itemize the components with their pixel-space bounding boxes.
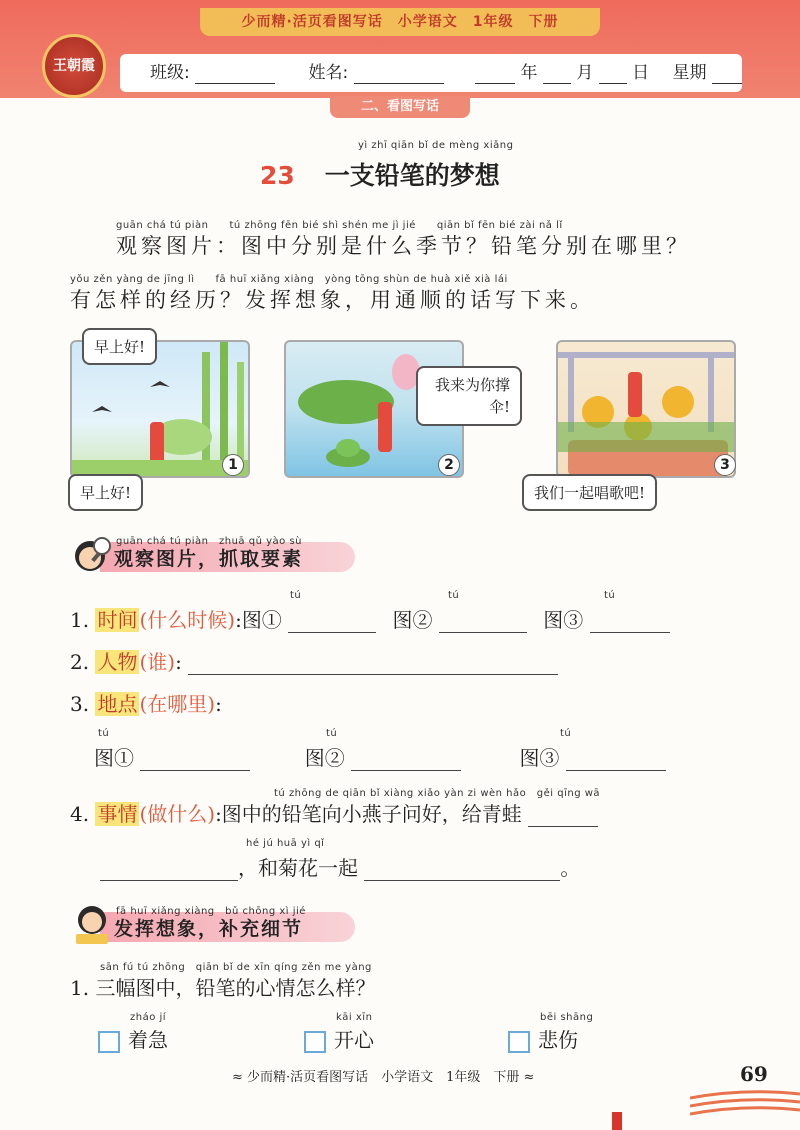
q3-pinyin-3: tú bbox=[560, 728, 572, 739]
q2-keyword: 人物 bbox=[97, 650, 138, 674]
picture-1-number: 1 bbox=[222, 454, 244, 476]
month-label: 月 bbox=[576, 63, 594, 83]
section-observe-pinyin: guān chá tú piàn zhuā qǔ yào sù bbox=[116, 536, 302, 547]
q1-pinyin-1: tú bbox=[290, 590, 302, 601]
q1-keyword: 时间 bbox=[97, 608, 138, 632]
q3-hint: (在哪里) bbox=[139, 692, 216, 716]
q1-pic3: 图③ bbox=[543, 608, 584, 632]
title-pinyin: yì zhī qiān bǐ de mèng xiǎng bbox=[358, 140, 514, 151]
picture-3 bbox=[556, 340, 736, 478]
month-field[interactable] bbox=[543, 62, 571, 84]
q1-pinyin-3: tú bbox=[604, 590, 616, 601]
mood-pinyin: sān fú tú zhōng qiān bǐ de xīn qíng zěn me yàng bbox=[100, 962, 372, 973]
picture-2-bubble: 我来为你撑伞! bbox=[416, 366, 522, 426]
mood-question: 1. 三幅图中，铅笔的心情怎么样？ bbox=[70, 976, 376, 1000]
q3-pinyin-1: tú bbox=[98, 728, 110, 739]
section-observe-title: 观察图片，抓取要素 bbox=[114, 548, 304, 570]
option-1-checkbox[interactable] bbox=[98, 1031, 120, 1053]
year-field[interactable] bbox=[475, 62, 515, 84]
q4-end: 。 bbox=[560, 856, 581, 880]
q1-colon: : bbox=[235, 608, 242, 632]
footer-decoration bbox=[690, 1088, 800, 1128]
q2-colon: : bbox=[175, 650, 182, 674]
q1-hint: (什么时候) bbox=[139, 608, 236, 632]
intro-line2-pinyin: yǒu zěn yàng de jīng lì fā huī xiǎng xiàng yòng tōng shùn de huà xiě xià lái bbox=[70, 274, 508, 285]
section-imagine-pinyin: fā huī xiǎng xiàng bǔ chōng xì jié bbox=[116, 906, 306, 917]
option-2-pinyin: kāi xīn bbox=[336, 1012, 373, 1023]
q1-number: 1. bbox=[70, 608, 90, 632]
q2-hint: (谁) bbox=[139, 650, 176, 674]
question-time bbox=[70, 604, 670, 633]
q3-keyword: 地点 bbox=[97, 692, 138, 716]
section-observe-heading bbox=[70, 532, 360, 570]
q1-blank-1[interactable] bbox=[288, 611, 376, 633]
intro-line1-pinyin: guān chá tú piàn tú zhōng fēn bié shì shén me jì jié qiān bǐ fēn bié zài nǎ lǐ bbox=[116, 220, 563, 231]
q4-blank-2[interactable] bbox=[100, 859, 238, 881]
q4-blank-3[interactable] bbox=[364, 859, 560, 881]
lesson-title: 一支铅笔的梦想 bbox=[324, 161, 500, 190]
lesson-number: 23 bbox=[260, 161, 295, 190]
student-info-bar bbox=[120, 54, 742, 92]
q1-pinyin-2: tú bbox=[448, 590, 460, 601]
q2-blank[interactable] bbox=[188, 653, 558, 675]
option-3-label: 悲伤 bbox=[538, 1028, 578, 1052]
picture-3-number: 3 bbox=[714, 454, 736, 476]
option-2-checkbox[interactable] bbox=[304, 1031, 326, 1053]
class-field[interactable] bbox=[195, 62, 275, 84]
q4-blank-1[interactable] bbox=[528, 805, 598, 827]
picture-3-bubble: 我们一起唱歌吧! bbox=[522, 474, 657, 511]
q4-keyword: 事情 bbox=[97, 802, 138, 826]
q1-pic2: 图② bbox=[392, 608, 433, 632]
option-3-checkbox[interactable] bbox=[508, 1031, 530, 1053]
intro-line2: 有怎样的经历？发挥想象，用通顺的话写下来。 bbox=[70, 288, 595, 312]
q4-text-2: ，和菊花一起 bbox=[238, 856, 358, 880]
option-3-pinyin: bēi shāng bbox=[540, 1012, 594, 1023]
day-field[interactable] bbox=[599, 62, 627, 84]
q3-pinyin-2: tú bbox=[326, 728, 338, 739]
q3-number: 3. bbox=[70, 692, 90, 716]
section-imagine-title: 发挥想象，补充细节 bbox=[114, 918, 304, 940]
option-2-label: 开心 bbox=[334, 1028, 374, 1052]
q3-blank-2[interactable] bbox=[351, 749, 461, 771]
mood-option-happy[interactable] bbox=[304, 1024, 374, 1053]
autumn-scene-illustration bbox=[558, 342, 736, 478]
weekday-field[interactable] bbox=[712, 62, 742, 84]
mood-option-sad[interactable] bbox=[508, 1024, 578, 1053]
footer-bookmark bbox=[612, 1112, 622, 1130]
name-field[interactable] bbox=[354, 62, 444, 84]
q4-pinyin-2: hé jú huā yì qǐ bbox=[246, 838, 325, 849]
q3-blank-3[interactable] bbox=[566, 749, 666, 771]
reading-kid-icon bbox=[70, 902, 114, 946]
magnifier-kid-icon bbox=[70, 532, 114, 576]
weekday-label: 星期 bbox=[672, 63, 707, 83]
q4-text: :图中的铅笔向小燕子问好，给青蛙 bbox=[215, 802, 522, 826]
picture-1-bubble-bottom: 早上好! bbox=[68, 474, 143, 511]
q3-pic2: 图② bbox=[304, 746, 345, 770]
day-label: 日 bbox=[632, 63, 650, 83]
q1-blank-3[interactable] bbox=[590, 611, 670, 633]
q2-number: 2. bbox=[70, 650, 90, 674]
publisher-logo: 王朝霞 bbox=[42, 34, 106, 98]
name-label: 姓名: bbox=[308, 63, 349, 83]
q3-blank-1[interactable] bbox=[140, 749, 250, 771]
section-imagine-heading bbox=[70, 902, 360, 940]
series-banner: 少而精·活页看图写话 小学语文 1年级 下册 bbox=[200, 8, 600, 36]
intro-line1: 观察图片：图中分别是什么季节？铅笔分别在哪里？ bbox=[116, 234, 691, 258]
q3-pic1: 图① bbox=[94, 746, 134, 770]
page-title bbox=[260, 156, 500, 192]
question-place-answers bbox=[94, 742, 666, 771]
question-event bbox=[70, 798, 598, 827]
page-footer bbox=[0, 1058, 800, 1130]
q3-pic3: 图③ bbox=[519, 746, 560, 770]
q4-hint: (做什么) bbox=[139, 802, 216, 826]
year-label: 年 bbox=[520, 63, 538, 83]
picture-2-number: 2 bbox=[438, 454, 460, 476]
q3-colon: : bbox=[215, 692, 222, 716]
picture-1-bubble-top: 早上好! bbox=[82, 328, 157, 365]
q4-pinyin: tú zhōng de qiān bǐ xiàng xiǎo yàn zi wèn hǎo gěi qīng wā bbox=[274, 788, 601, 799]
page-number: 69 bbox=[740, 1062, 768, 1086]
option-1-pinyin: zháo jí bbox=[130, 1012, 167, 1023]
footer-series: ≈ 少而精·活页看图写话 小学语文 1年级 下册 ≈ bbox=[232, 1070, 535, 1085]
option-1-label: 着急 bbox=[128, 1028, 168, 1052]
mood-option-anxious[interactable] bbox=[98, 1024, 168, 1053]
section-tab: 二、看图写话 bbox=[330, 96, 470, 118]
question-people bbox=[70, 646, 558, 675]
class-label: 班级: bbox=[150, 63, 190, 83]
q1-pic1: 图① bbox=[241, 608, 282, 632]
q4-number: 4. bbox=[70, 802, 90, 826]
q1-blank-2[interactable] bbox=[439, 611, 527, 633]
question-event-cont bbox=[100, 852, 580, 881]
question-place bbox=[70, 688, 222, 717]
